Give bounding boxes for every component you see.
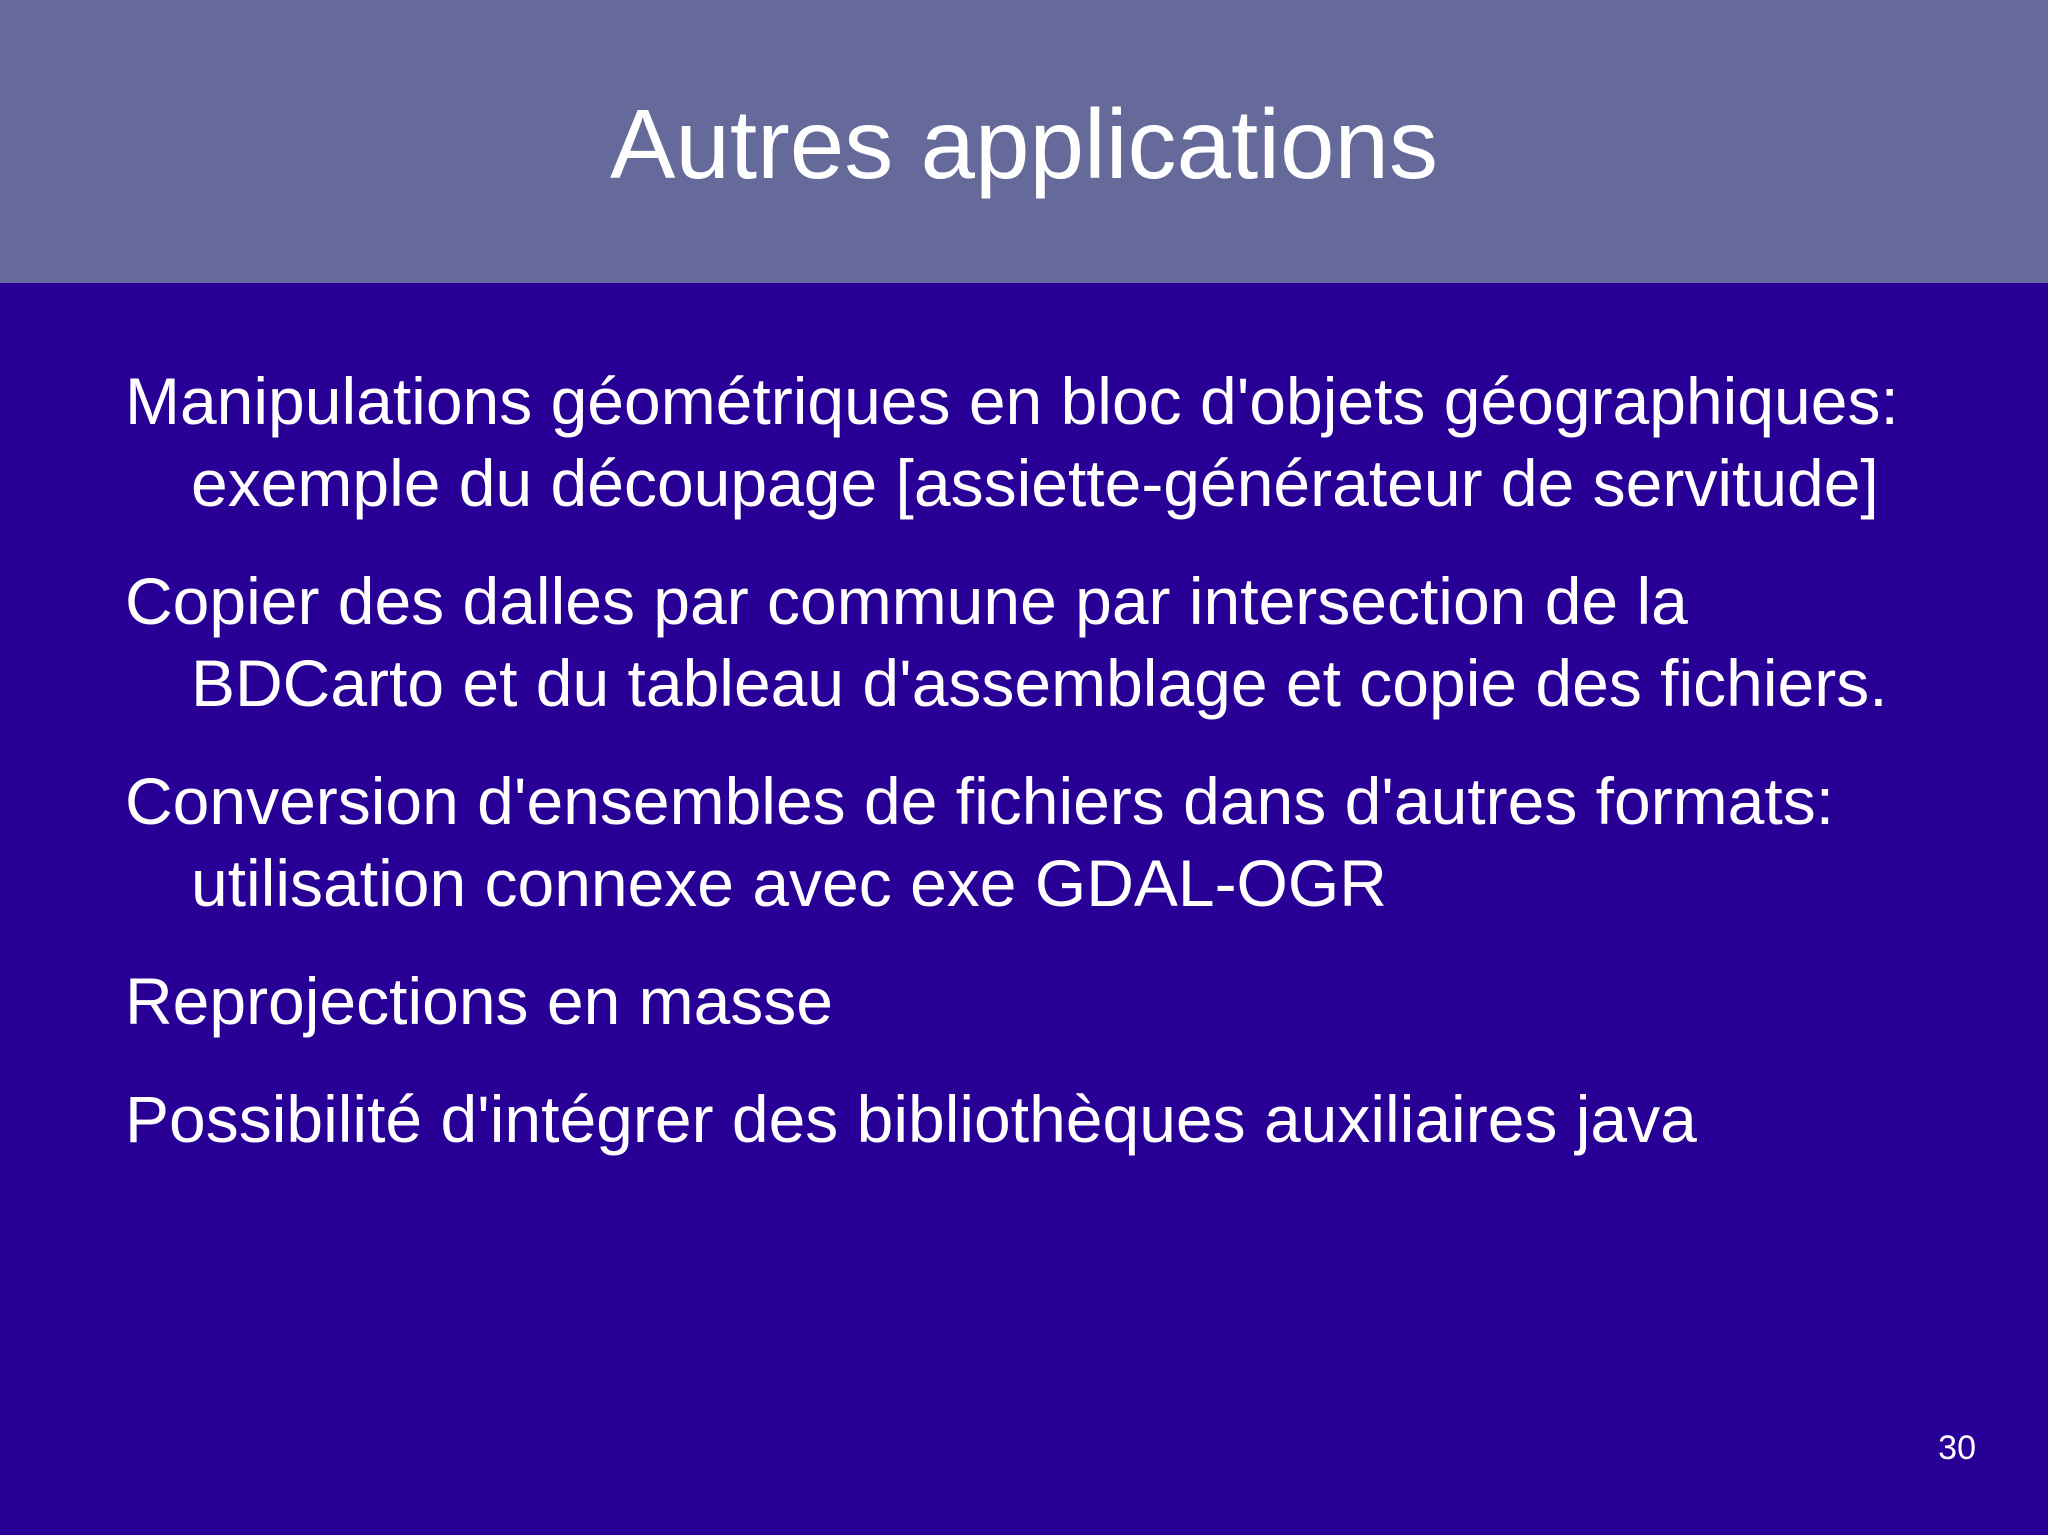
bullet-item: Manipulations géométriques en bloc d'objets géographiques: exemple du découpage [assiette-générateur de servitude] [125,364,1899,520]
title-bar [0,0,2048,283]
bullet-item: Reprojections en masse [125,964,834,1038]
bullet-item: Conversion d'ensembles de fichiers dans d'autres formats: utilisation connexe avec exe GDAL-OGR [125,764,1835,920]
page-number: 30 [1938,1429,1976,1467]
bullet-list [125,360,1945,1196]
bullet-item: Possibilité d'intégrer des bibliothèques auxiliaires java [125,1082,1697,1156]
slide-title: Autres applications [609,89,1439,199]
bullet-item: Copier des dalles par commune par intersection de la BDCarto et du tableau d'assemblage et copie des fichiers. [125,564,1888,720]
